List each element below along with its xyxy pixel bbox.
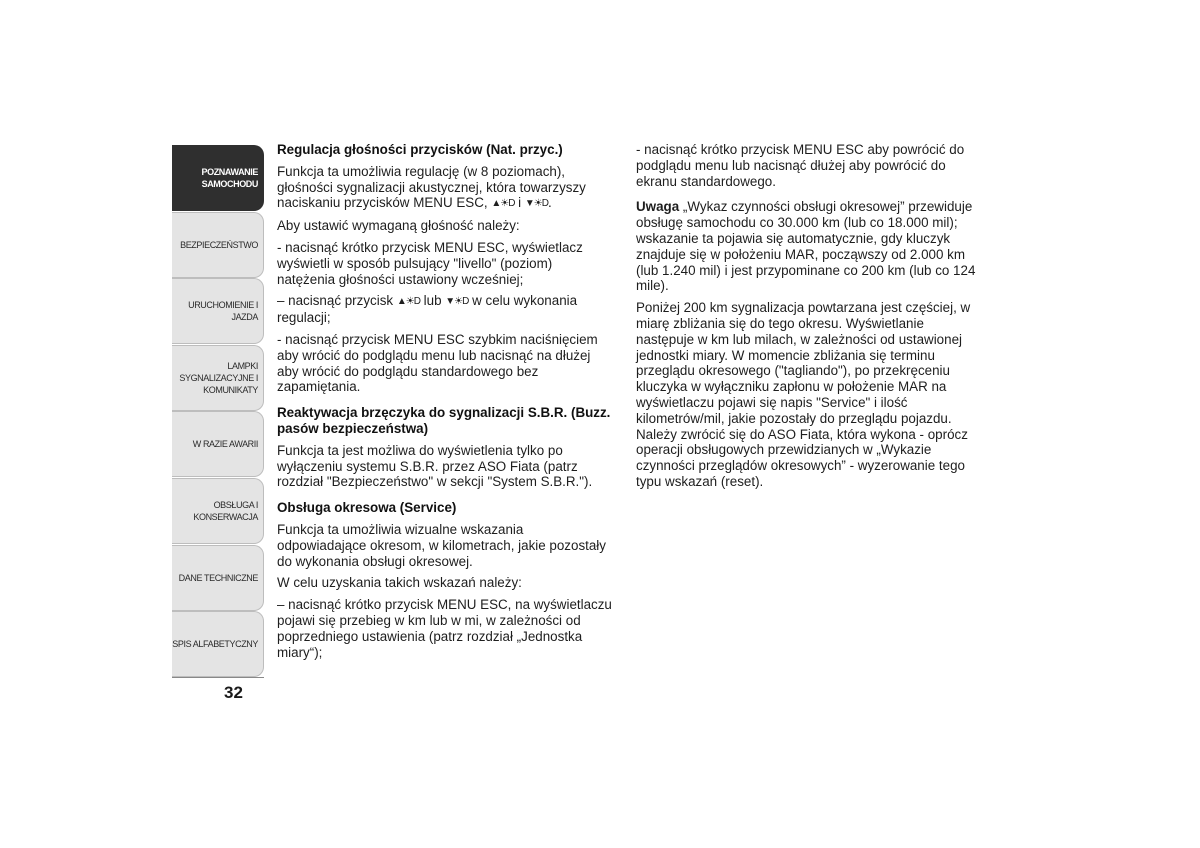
- paragraph: Funkcja ta umożliwia wizualne wskazania odpowiadające okresom, w kilometrach, jakie pozostały do wykonania obsługi okresowej.: [277, 521, 606, 569]
- text: Funkcja ta umożliwia regulację (w 8 poziomach), głośności sygnalizacji akustycznej, która towarzyszy naciskaniu przycisków MENU ESC,: [277, 163, 586, 211]
- paragraph: Aby ustawić wymaganą głośność należy:: [277, 218, 520, 234]
- note-label: Uwaga: [636, 199, 680, 215]
- heading-button-volume: Regulacja głośności przycisków (Nat. przyc.): [277, 142, 563, 157]
- chapter-tabs: [172, 145, 264, 678]
- tab-uruchomienie-i-jazda[interactable]: URUCHOMIENIE I JAZDA: [172, 278, 264, 344]
- text: – nacisnąć przycisk: [277, 293, 394, 309]
- tab-poznawanie-samochodu[interactable]: POZNAWANIE SAMOCHODU: [172, 145, 264, 211]
- paragraph: [636, 199, 976, 294]
- brightness-down-icon: ▼☀D: [445, 296, 469, 308]
- tab-w-razie-awarii[interactable]: W RAZIE AWARII: [172, 411, 264, 477]
- tab-obsluga-i-konserwacja[interactable]: OBSŁUGA I KONSERWACJA: [172, 478, 264, 544]
- text: i: [518, 195, 522, 211]
- paragraph: - nacisnąć przycisk MENU ESC szybkim naciśnięciem aby wrócić do podglądu menu lub nacisnąć na dłużej aby wrócić do podglądu standardowego bez zapamiętania.: [277, 331, 598, 395]
- paragraph: W celu uzyskania takich wskazań należy:: [277, 575, 522, 591]
- page-number: 32: [224, 683, 243, 702]
- brightness-down-icon: ▼☀D: [524, 198, 548, 210]
- right-column: [636, 142, 976, 496]
- text: lub: [423, 293, 442, 309]
- brightness-up-icon: ▲☀D: [396, 296, 420, 308]
- tabs-divider: [172, 677, 264, 678]
- text: „Wykaz czynności obsługi okresowej” przewiduje obsługę samochodu co 30.000 km (lub co 18.000 mil); wskazanie ta pojawia się automatycznie, gdy kluczyk znajduje się w położeniu MAR, począwszy od 2.000 km (lub 1.240 mil) i jest przypominane co 200 km (lub co 124 mile).: [636, 199, 976, 294]
- tab-spis-alfabetyczny[interactable]: SPIS ALFABETYCZNY: [172, 611, 264, 677]
- text: .: [547, 195, 552, 211]
- paragraph: - nacisnąć krótko przycisk MENU ESC, wyświetlacz wyświetli w sposób pulsujący "livello" (poziom) natężenia głośności ustawiony wcześniej;: [277, 239, 583, 287]
- paragraph: Poniżej 200 km sygnalizacja powtarzana jest częściej, w miarę zbliżania się do tego okresu. Wyświetlanie następuje w km lub milach, w zależności od ustawionej jednostki miary. W momencie zbliżania się terminu przeglądu okresowego ("tagliando"), po przekręceniu kluczyka w wyłączniku zapłonu w położenie MAR na wyświetlaczu pojawi się napis "Service" i ilość kilometrów/mil, jakie pozostały do przeglądu pojazdu. Należy zwrócić się do ASO Fiata, która wykona - oprócz operacji obsługowych przewidzianych w „Wykazie czynności przeglądów okresowych” - wyzerowanie tego typu wskazań (reset).: [636, 300, 971, 489]
- heading-sbr-buzzer: Reaktywacja brzęczyka do sygnalizacji S.B.R. (Buzz. pasów bezpieczeństwa): [277, 405, 611, 436]
- heading-service: Obsługa okresowa (Service): [277, 500, 457, 516]
- tab-dane-techniczne[interactable]: DANE TECHNICZNE: [172, 545, 264, 611]
- paragraph: Funkcja ta jest możliwa do wyświetlenia tylko po wyłączeniu systemu S.B.R. przez ASO Fiata (patrz rozdział "Bezpieczeństwo" w sekcji "System S.B.R.").: [277, 442, 593, 490]
- paragraph: - nacisnąć krótko przycisk MENU ESC aby powrócić do podglądu menu lub nacisnąć dłużej aby powrócić do ekranu standardowego.: [636, 142, 965, 189]
- tab-lampki-sygnalizacyjne[interactable]: LAMPKI SYGNALIZACYJNE I KOMUNIKATY: [172, 345, 264, 411]
- left-column: [277, 142, 613, 666]
- paragraph: [277, 164, 613, 212]
- tab-bezpieczenstwo[interactable]: BEZPIECZEŃSTWO: [172, 212, 264, 278]
- text: w celu wykonania regulacji;: [277, 293, 578, 326]
- paragraph: – nacisnąć krótko przycisk MENU ESC, na wyświetlaczu pojawi się przebieg w km lub w mi, w zależności od poprzedniego ustawienia (patrz rozdział „Jednostka miary“);: [277, 597, 612, 660]
- paragraph: [277, 293, 613, 326]
- brightness-up-icon: ▲☀D: [491, 198, 515, 210]
